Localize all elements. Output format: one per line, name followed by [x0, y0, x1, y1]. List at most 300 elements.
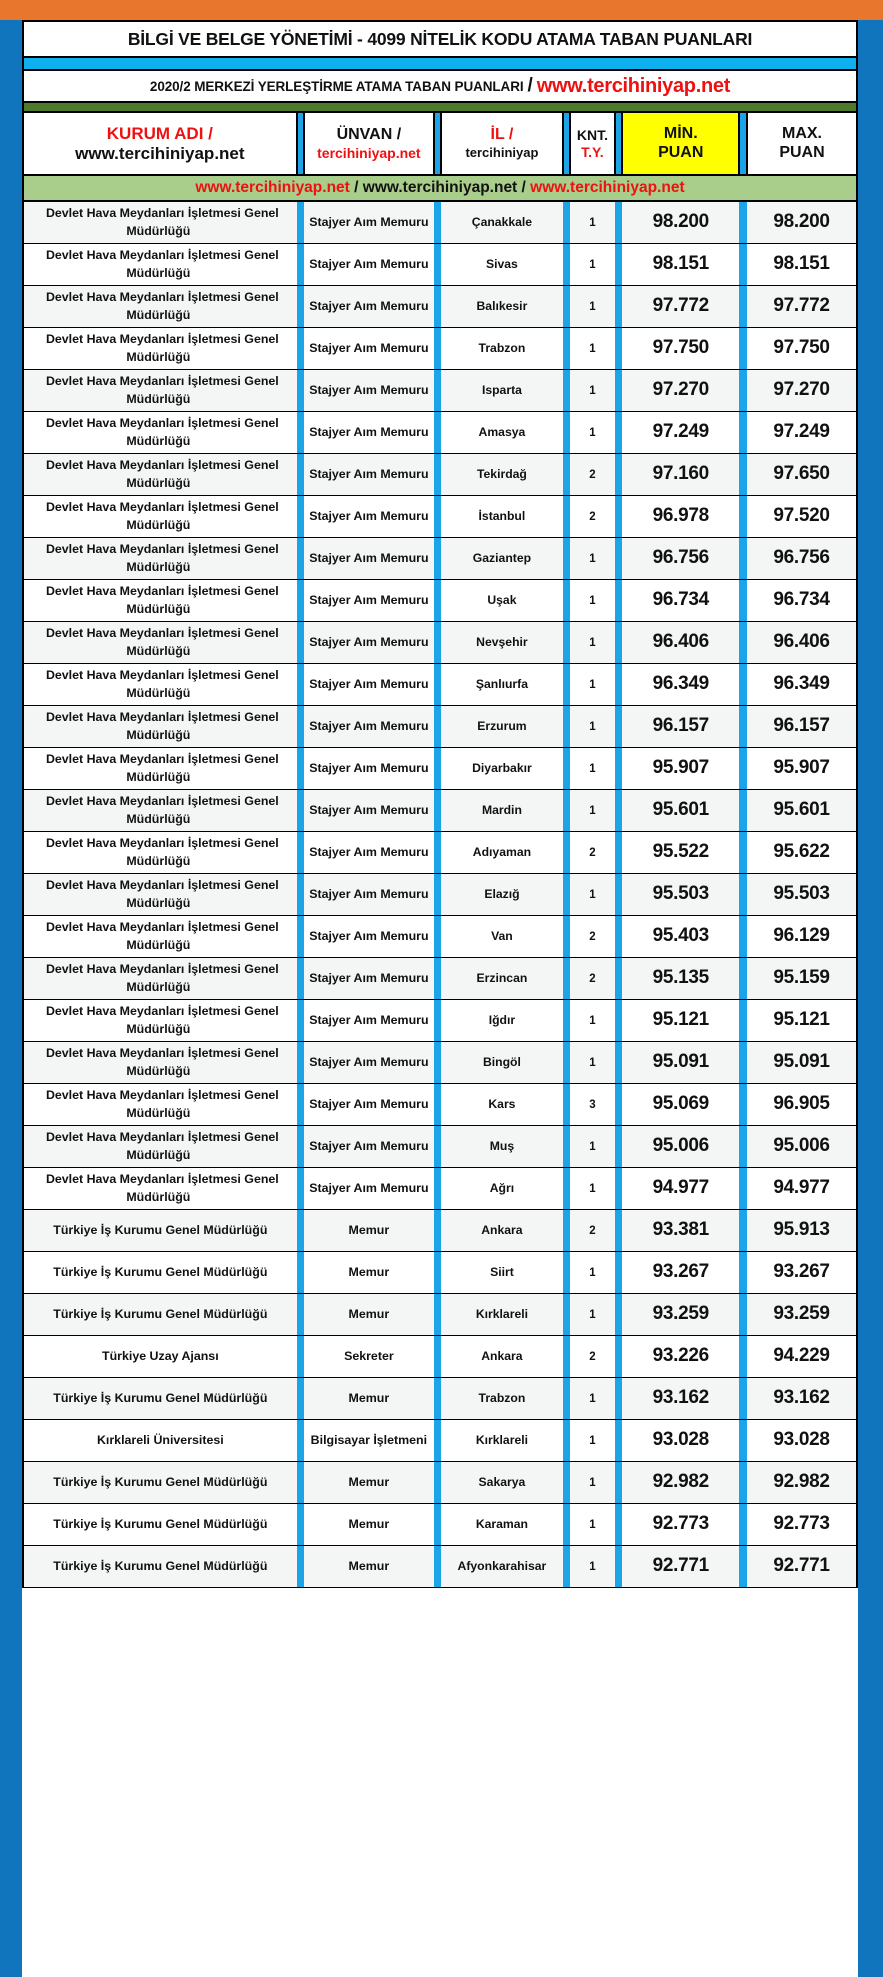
row-sep-1 — [297, 1335, 305, 1377]
min-puan-cell — [622, 1125, 739, 1167]
max-puan-cell — [747, 369, 857, 411]
il-text: Afyonkarahisar — [457, 1559, 547, 1573]
kurum-text: Devlet Hava Meydanları İşletmesi Genel Müdürlüğü — [45, 542, 279, 574]
knt-text: 3 — [589, 1099, 596, 1111]
promo-sep-1: / — [349, 179, 363, 196]
knt-text: 1 — [589, 343, 596, 355]
min-puan-cell — [622, 1503, 739, 1545]
table-row — [23, 789, 857, 831]
kurum-cell — [23, 453, 297, 495]
row-sep-3 — [563, 1293, 571, 1335]
max-puan-text: 92.773 — [773, 1513, 830, 1534]
max-puan-cell — [747, 1377, 857, 1419]
min-puan-text: 95.503 — [652, 883, 709, 904]
row-sep-2 — [434, 243, 442, 285]
row-sep-2 — [434, 1293, 442, 1335]
row-sep-4 — [615, 1377, 623, 1419]
row-sep-5 — [739, 789, 747, 831]
row-sep-5 — [739, 1335, 747, 1377]
il-cell — [441, 621, 563, 663]
min-puan-cell — [622, 579, 739, 621]
row-sep-4 — [615, 1125, 623, 1167]
knt-text: 1 — [589, 427, 596, 439]
row-sep-1 — [297, 747, 305, 789]
il-cell — [441, 285, 563, 327]
unvan-cell — [304, 1041, 433, 1083]
row-sep-3 — [563, 1125, 571, 1167]
row-sep-1 — [297, 495, 305, 537]
min-puan-cell — [622, 831, 739, 873]
knt-cell — [570, 873, 614, 915]
header-sep-3 — [563, 113, 571, 175]
max-puan-text: 95.907 — [773, 757, 830, 778]
min-puan-text: 93.162 — [652, 1387, 709, 1408]
kurum-text: Kırklareli Üniversitesi — [96, 1433, 224, 1447]
il-text: Kars — [488, 1097, 516, 1111]
header-kurum-line2: www.tercihiniyap.net — [75, 143, 245, 163]
unvan-text: Stajyer Aım Memuru — [309, 845, 429, 859]
row-sep-2 — [434, 579, 442, 621]
row-sep-5 — [739, 705, 747, 747]
unvan-text: Stajyer Aım Memuru — [309, 1181, 429, 1195]
min-puan-text: 97.270 — [652, 379, 709, 400]
row-sep-2 — [434, 327, 442, 369]
kurum-cell — [23, 201, 297, 243]
il-cell — [441, 243, 563, 285]
max-puan-cell — [747, 243, 857, 285]
il-text: Ankara — [481, 1349, 523, 1363]
row-sep-1 — [297, 1461, 305, 1503]
row-sep-4 — [615, 1083, 623, 1125]
kurum-cell — [23, 411, 297, 453]
row-sep-4 — [615, 1503, 623, 1545]
knt-cell — [570, 327, 614, 369]
il-cell — [441, 1545, 563, 1587]
unvan-text: Stajyer Aım Memuru — [309, 425, 429, 439]
kurum-text: Türkiye Uzay Ajansı — [102, 1349, 219, 1363]
max-puan-text: 95.006 — [773, 1135, 830, 1156]
row-sep-4 — [615, 789, 623, 831]
max-puan-text: 93.028 — [773, 1429, 830, 1450]
kurum-text: Devlet Hava Meydanları İşletmesi Genel Müdürlüğü — [45, 1172, 279, 1204]
min-puan-text: 95.121 — [652, 1009, 709, 1030]
il-cell — [441, 1251, 563, 1293]
il-text: Tekirdağ — [476, 467, 527, 481]
knt-cell — [570, 1125, 614, 1167]
il-text: Gaziantep — [472, 551, 532, 565]
row-sep-4 — [615, 873, 623, 915]
left-blue-rail — [0, 20, 22, 1977]
max-puan-cell — [747, 1419, 857, 1461]
kurum-text: Devlet Hava Meydanları İşletmesi Genel Müdürlüğü — [45, 290, 279, 322]
min-puan-cell — [622, 1209, 739, 1251]
unvan-text: Stajyer Aım Memuru — [309, 257, 429, 271]
promo-band-row — [23, 175, 857, 201]
max-puan-text: 96.734 — [773, 589, 830, 610]
row-sep-4 — [615, 1041, 623, 1083]
row-sep-1 — [297, 453, 305, 495]
knt-text: 1 — [589, 1519, 596, 1531]
row-sep-3 — [563, 327, 571, 369]
kurum-cell — [23, 621, 297, 663]
min-puan-text: 97.249 — [652, 421, 709, 442]
kurum-text: Devlet Hava Meydanları İşletmesi Genel Müdürlüğü — [45, 920, 279, 952]
header-il-line1: İL / — [490, 126, 514, 144]
min-puan-text: 93.226 — [652, 1345, 709, 1366]
il-cell — [441, 1419, 563, 1461]
kurum-text: Türkiye İş Kurumu Genel Müdürlüğü — [53, 1265, 268, 1279]
unvan-cell — [304, 411, 433, 453]
min-puan-cell — [622, 999, 739, 1041]
knt-cell — [570, 1167, 614, 1209]
row-sep-1 — [297, 915, 305, 957]
knt-text: 1 — [589, 1057, 596, 1069]
unvan-cell — [304, 1335, 433, 1377]
kurum-cell — [23, 663, 297, 705]
max-puan-cell — [747, 1167, 857, 1209]
knt-cell — [570, 285, 614, 327]
max-puan-cell — [747, 1545, 857, 1587]
kurum-text: Devlet Hava Meydanları İşletmesi Genel Müdürlüğü — [45, 206, 279, 239]
min-puan-cell — [622, 285, 739, 327]
row-sep-5 — [739, 1545, 747, 1587]
il-text: Isparta — [481, 383, 522, 397]
promo-link-2[interactable]: www.tercihiniyap.net — [362, 179, 518, 196]
max-puan-text: 97.750 — [773, 337, 830, 358]
knt-cell — [570, 243, 614, 285]
row-sep-1 — [297, 579, 305, 621]
il-cell — [441, 1503, 563, 1545]
kurum-text: Devlet Hava Meydanları İşletmesi Genel Müdürlüğü — [45, 626, 279, 658]
row-sep-2 — [434, 873, 442, 915]
unvan-cell — [304, 1167, 433, 1209]
knt-cell — [570, 915, 614, 957]
min-puan-cell — [622, 747, 739, 789]
min-puan-cell — [622, 1083, 739, 1125]
promo-sep-2: / — [517, 179, 531, 196]
unvan-text: Stajyer Aım Memuru — [309, 1097, 429, 1111]
row-sep-4 — [615, 369, 623, 411]
min-puan-text: 95.006 — [652, 1135, 709, 1156]
table-row — [23, 285, 857, 327]
kurum-text: Devlet Hava Meydanları İşletmesi Genel Müdürlüğü — [45, 584, 279, 616]
min-puan-text: 93.267 — [652, 1261, 709, 1282]
min-puan-cell — [622, 1545, 739, 1587]
row-sep-2 — [434, 1083, 442, 1125]
row-sep-3 — [563, 1377, 571, 1419]
il-cell — [441, 747, 563, 789]
kurum-cell — [23, 1545, 297, 1587]
row-sep-1 — [297, 1041, 305, 1083]
table-body — [23, 175, 857, 1587]
row-sep-3 — [563, 285, 571, 327]
knt-cell — [570, 369, 614, 411]
unvan-cell — [304, 789, 433, 831]
table-row — [23, 1377, 857, 1419]
max-puan-text: 95.622 — [773, 841, 830, 862]
table-row — [23, 1125, 857, 1167]
il-cell — [441, 873, 563, 915]
unvan-cell — [304, 621, 433, 663]
row-sep-1 — [297, 1377, 305, 1419]
il-text: Amasya — [478, 425, 526, 439]
row-sep-5 — [739, 1167, 747, 1209]
max-puan-text: 97.650 — [773, 463, 830, 484]
min-puan-text: 95.522 — [652, 841, 709, 862]
kurum-cell — [23, 327, 297, 369]
il-cell — [441, 957, 563, 999]
row-sep-3 — [563, 999, 571, 1041]
il-text: Diyarbakır — [472, 761, 532, 775]
il-cell — [441, 1209, 563, 1251]
row-sep-3 — [563, 1419, 571, 1461]
knt-text: 2 — [589, 469, 596, 481]
il-text: Erzincan — [476, 971, 528, 985]
row-sep-5 — [739, 663, 747, 705]
il-text: Şanlıurfa — [475, 677, 528, 691]
knt-cell — [570, 1209, 614, 1251]
promo-band-cell — [23, 175, 857, 201]
table-row — [23, 1083, 857, 1125]
unvan-text: Stajyer Aım Memuru — [309, 1013, 429, 1027]
header-min-line2: PUAN — [658, 143, 704, 161]
knt-cell — [570, 411, 614, 453]
header-unvan-line1: ÜNVAN / — [336, 125, 402, 143]
knt-text: 1 — [589, 217, 596, 230]
top-orange-strip — [0, 0, 883, 20]
il-text: Elazığ — [484, 887, 520, 901]
column-header-max-puan — [747, 113, 857, 175]
row-sep-3 — [563, 873, 571, 915]
row-sep-3 — [563, 915, 571, 957]
subtitle-slash: / — [527, 75, 533, 96]
max-puan-cell — [747, 1335, 857, 1377]
row-sep-3 — [563, 369, 571, 411]
max-puan-text: 92.771 — [773, 1555, 830, 1576]
unvan-text: Stajyer Aım Memuru — [309, 341, 429, 355]
unvan-cell — [304, 243, 433, 285]
row-sep-4 — [615, 285, 623, 327]
header-row — [23, 113, 857, 175]
knt-text: 1 — [589, 1561, 596, 1573]
unvan-cell — [304, 1503, 433, 1545]
il-text: Bingöl — [482, 1055, 521, 1069]
il-text: Trabzon — [478, 1391, 526, 1405]
knt-text: 1 — [589, 553, 596, 565]
scores-table — [22, 113, 858, 1588]
kurum-text: Devlet Hava Meydanları İşletmesi Genel Müdürlüğü — [45, 1130, 279, 1162]
unvan-cell — [304, 1251, 433, 1293]
promo-link-3[interactable]: www.tercihiniyap.net — [530, 179, 685, 196]
knt-cell — [570, 1041, 614, 1083]
row-sep-4 — [615, 831, 623, 873]
kurum-text: Devlet Hava Meydanları İşletmesi Genel Müdürlüğü — [45, 710, 279, 742]
row-sep-3 — [563, 495, 571, 537]
min-puan-text: 95.907 — [652, 757, 709, 778]
unvan-text: Stajyer Aım Memuru — [309, 677, 429, 691]
max-puan-text: 95.091 — [773, 1051, 830, 1072]
il-text: Van — [491, 929, 513, 943]
max-puan-cell — [747, 411, 857, 453]
knt-text: 2 — [589, 931, 596, 943]
row-sep-2 — [434, 1125, 442, 1167]
knt-cell — [570, 1419, 614, 1461]
knt-cell — [570, 537, 614, 579]
unvan-text: Memur — [348, 1265, 390, 1279]
row-sep-1 — [297, 201, 305, 243]
row-sep-5 — [739, 537, 747, 579]
min-puan-cell — [622, 327, 739, 369]
unvan-cell — [304, 1545, 433, 1587]
row-sep-5 — [739, 243, 747, 285]
knt-text: 1 — [589, 889, 596, 901]
kurum-text: Devlet Hava Meydanları İşletmesi Genel Müdürlüğü — [45, 962, 279, 994]
kurum-text: Devlet Hava Meydanları İşletmesi Genel Müdürlüğü — [45, 416, 279, 448]
kurum-cell — [23, 243, 297, 285]
table-row — [23, 1545, 857, 1587]
row-sep-1 — [297, 537, 305, 579]
table-row — [23, 495, 857, 537]
unvan-cell — [304, 285, 433, 327]
unvan-cell — [304, 369, 433, 411]
row-sep-1 — [297, 999, 305, 1041]
max-puan-text: 94.977 — [773, 1177, 830, 1198]
min-puan-cell — [622, 537, 739, 579]
row-sep-1 — [297, 831, 305, 873]
kurum-cell — [23, 1041, 297, 1083]
max-puan-text: 95.503 — [773, 883, 830, 904]
il-cell — [441, 789, 563, 831]
table-row — [23, 243, 857, 285]
il-cell — [441, 999, 563, 1041]
table-row — [23, 705, 857, 747]
il-text: Sivas — [485, 257, 518, 271]
il-cell — [441, 1041, 563, 1083]
max-puan-cell — [747, 915, 857, 957]
max-puan-cell — [747, 831, 857, 873]
max-puan-text: 93.162 — [773, 1387, 830, 1408]
row-sep-3 — [563, 1503, 571, 1545]
row-sep-1 — [297, 1419, 305, 1461]
unvan-cell — [304, 1083, 433, 1125]
knt-text: 1 — [589, 637, 596, 649]
il-text: Nevşehir — [476, 635, 528, 649]
row-sep-2 — [434, 1251, 442, 1293]
row-sep-2 — [434, 831, 442, 873]
kurum-text: Devlet Hava Meydanları İşletmesi Genel Müdürlüğü — [45, 1088, 279, 1120]
header-il-line2: tercihiniyap — [465, 145, 539, 161]
kurum-text: Devlet Hava Meydanları İşletmesi Genel Müdürlüğü — [45, 500, 279, 532]
subtitle-bar — [22, 71, 858, 103]
min-puan-cell — [622, 915, 739, 957]
max-puan-text: 95.159 — [773, 967, 830, 988]
max-puan-text: 95.601 — [773, 799, 830, 820]
row-sep-5 — [739, 285, 747, 327]
row-sep-4 — [615, 1251, 623, 1293]
knt-text: 1 — [589, 721, 596, 733]
row-sep-5 — [739, 495, 747, 537]
row-sep-3 — [563, 1545, 571, 1587]
min-puan-cell — [622, 1419, 739, 1461]
unvan-cell — [304, 1377, 433, 1419]
max-puan-cell — [747, 705, 857, 747]
row-sep-1 — [297, 1209, 305, 1251]
knt-cell — [570, 663, 614, 705]
row-sep-2 — [434, 1209, 442, 1251]
promo-link-1[interactable]: www.tercihiniyap.net — [195, 179, 350, 196]
row-sep-1 — [297, 1167, 305, 1209]
min-puan-text: 95.403 — [652, 925, 709, 946]
page-title-text: BİLGİ VE BELGE YÖNETİMİ - 4099 NİTELİK KODU ATAMA TABAN PUANLARI — [127, 28, 753, 49]
kurum-text: Devlet Hava Meydanları İşletmesi Genel Müdürlüğü — [45, 878, 279, 910]
table-row — [23, 915, 857, 957]
knt-text: 1 — [589, 679, 596, 691]
subtitle-site-link[interactable]: www.tercihiniyap.net — [536, 74, 731, 97]
row-sep-3 — [563, 1041, 571, 1083]
kurum-cell — [23, 1419, 297, 1461]
knt-cell — [570, 621, 614, 663]
knt-text: 1 — [589, 1183, 596, 1195]
il-text: Kırklareli — [475, 1433, 528, 1447]
max-puan-text: 96.406 — [773, 631, 830, 652]
il-cell — [441, 411, 563, 453]
row-sep-5 — [739, 411, 747, 453]
min-puan-text: 93.259 — [652, 1303, 709, 1324]
row-sep-5 — [739, 1083, 747, 1125]
max-puan-cell — [747, 957, 857, 999]
row-sep-1 — [297, 621, 305, 663]
row-sep-2 — [434, 957, 442, 999]
min-puan-cell — [622, 705, 739, 747]
max-puan-text: 97.520 — [773, 505, 830, 526]
table-row — [23, 1335, 857, 1377]
row-sep-4 — [615, 957, 623, 999]
row-sep-1 — [297, 1251, 305, 1293]
kurum-text: Devlet Hava Meydanları İşletmesi Genel Müdürlüğü — [45, 248, 279, 280]
max-puan-cell — [747, 1125, 857, 1167]
table-row — [23, 201, 857, 243]
knt-text: 1 — [589, 1267, 596, 1279]
kurum-text: Türkiye İş Kurumu Genel Müdürlüğü — [53, 1307, 268, 1321]
il-text: Muş — [489, 1139, 515, 1153]
il-cell — [441, 453, 563, 495]
max-puan-cell — [747, 663, 857, 705]
row-sep-5 — [739, 621, 747, 663]
kurum-cell — [23, 999, 297, 1041]
il-text: Ağrı — [489, 1181, 515, 1195]
row-sep-4 — [615, 1167, 623, 1209]
unvan-cell — [304, 705, 433, 747]
min-puan-cell — [622, 411, 739, 453]
min-puan-cell — [622, 1293, 739, 1335]
kurum-cell — [23, 831, 297, 873]
min-puan-cell — [622, 621, 739, 663]
unvan-text: Stajyer Aım Memuru — [309, 1139, 429, 1153]
kurum-cell — [23, 873, 297, 915]
unvan-text: Stajyer Aım Memuru — [309, 1055, 429, 1069]
max-puan-text: 96.905 — [773, 1093, 830, 1114]
row-sep-3 — [563, 705, 571, 747]
row-sep-4 — [615, 915, 623, 957]
knt-cell — [570, 453, 614, 495]
min-puan-text: 98.200 — [652, 211, 709, 233]
unvan-text: Memur — [348, 1559, 390, 1573]
row-sep-2 — [434, 1461, 442, 1503]
row-sep-3 — [563, 411, 571, 453]
il-text: Siirt — [490, 1265, 514, 1279]
min-puan-cell — [622, 243, 739, 285]
max-puan-cell — [747, 873, 857, 915]
